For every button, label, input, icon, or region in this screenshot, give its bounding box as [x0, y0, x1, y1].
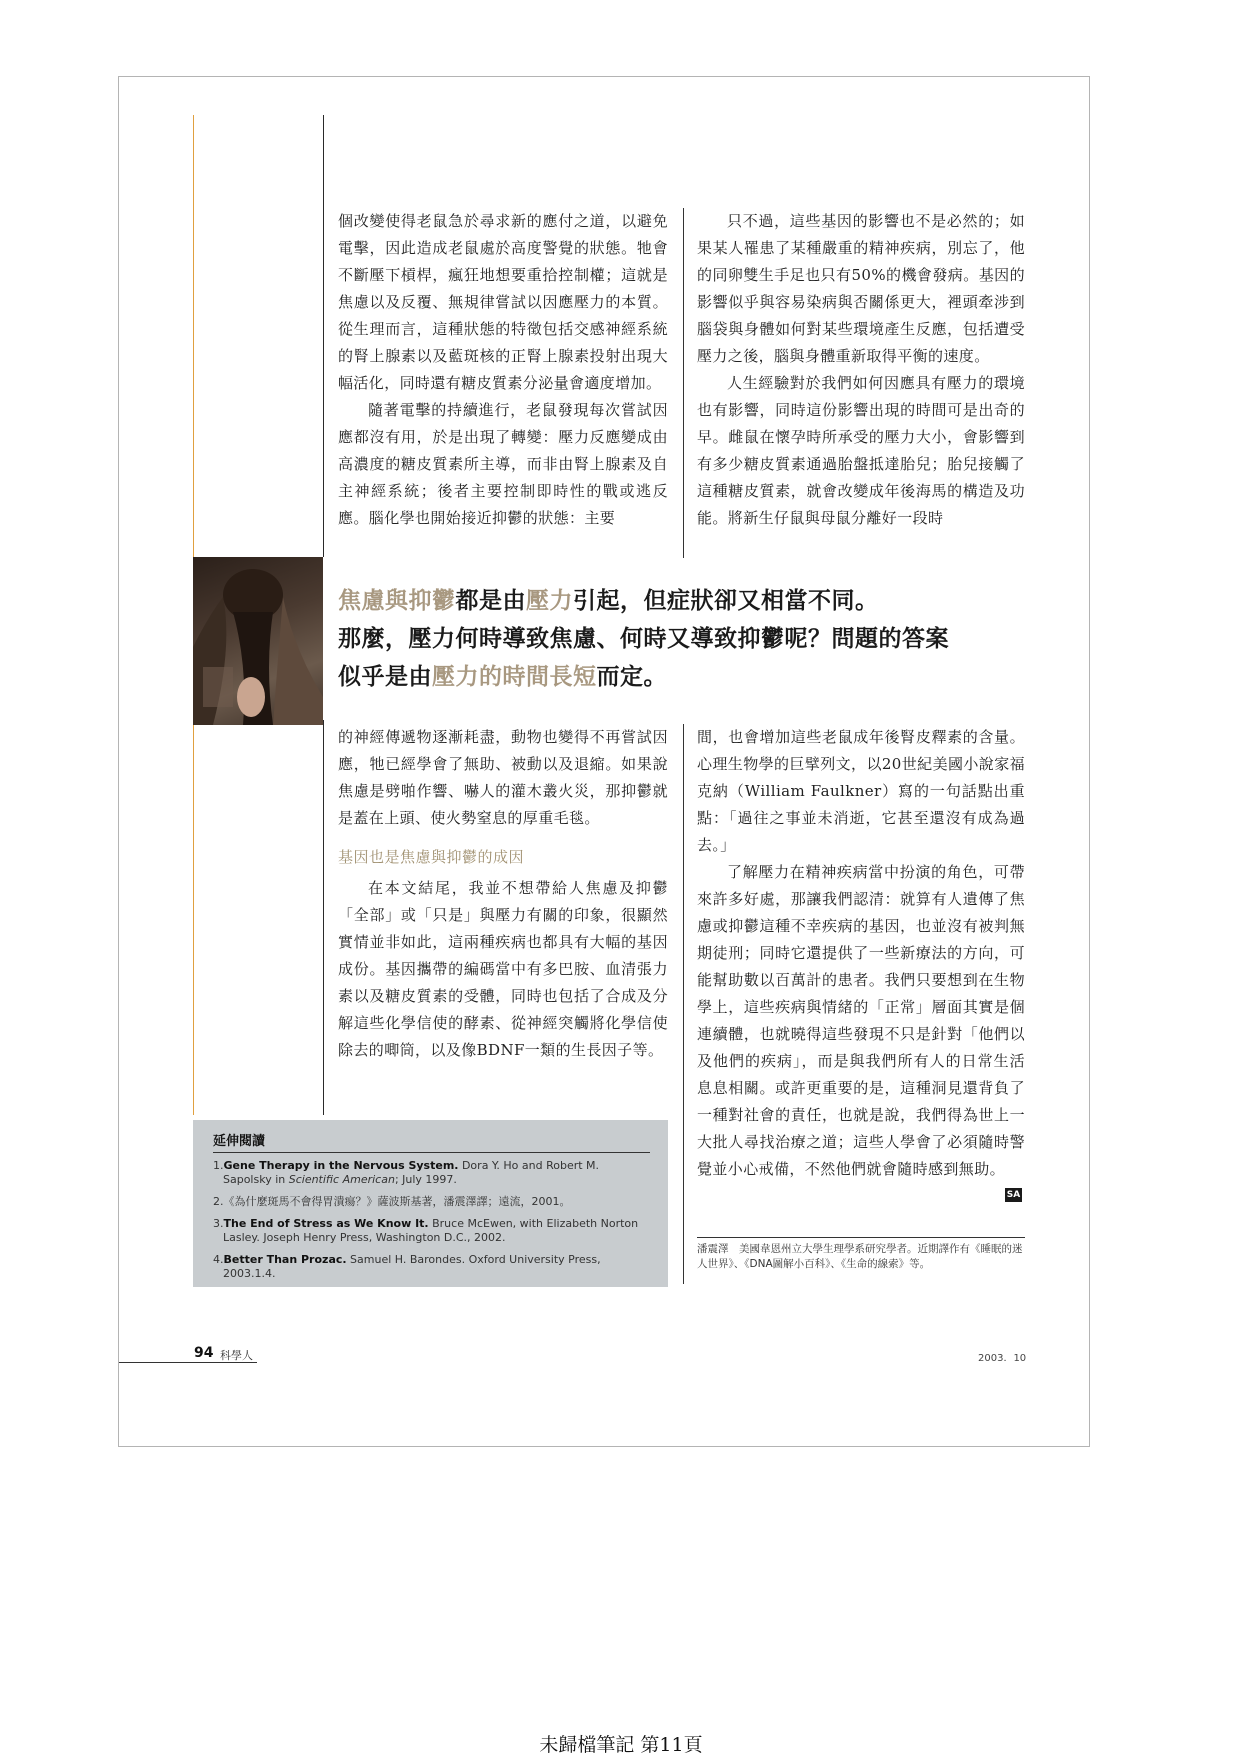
- article-photo: [193, 557, 323, 725]
- reference-title: Better Than Prozac.: [223, 1253, 347, 1266]
- quote-text: 而定。: [596, 664, 667, 690]
- further-reading-title: 延伸閱讀: [213, 1130, 650, 1153]
- highlight-text: 焦慮與抑鬱: [338, 588, 456, 614]
- column-divider: [683, 724, 684, 1284]
- reference-detail: Bruce McEwen, with Elizabeth Norton Lasley. Joseph Henry Press, Washington D.C., 2002.: [223, 1217, 639, 1244]
- column-rule: [323, 720, 324, 1115]
- reference-number: 3.: [213, 1217, 224, 1230]
- reference-title: The End of Stress as We Know It.: [223, 1217, 429, 1230]
- quote-text: 都是由: [455, 588, 526, 614]
- section-heading: 基因也是焦慮與抑鬱的成因: [338, 848, 525, 866]
- sa-end-mark: SA: [1006, 1190, 1021, 1200]
- highlight-text: 壓力: [526, 588, 573, 614]
- magazine-name: 科學人: [220, 1349, 253, 1362]
- paragraph: 只不過，這些基因的影響也不是必然的；如果某人罹患了某種嚴重的精神疾病，別忘了，他的同卵雙生手足也只有50%的機會發病。基因的影響似乎與容易染病與否關係更大，裡頭牽涉到腦袋與身體如何對某些環境產生反應，包括遭受壓力之後，腦與身體重新取得平衡的速度。: [697, 212, 1025, 365]
- quote-text: 似乎是由: [338, 664, 432, 690]
- reference-detail: 《為什麼斑馬不會得胃潰瘍？》薩波斯基著，潘震澤譯；遠流，2001。: [223, 1195, 571, 1208]
- paragraph: 的神經傳遞物逐漸耗盡，動物也變得不再嘗試因應，牠已經學會了無助、被動以及退縮。如果說焦慮是劈啪作響、嚇人的灌木叢火災，那抑鬱就是蓋在上頭、使火勢窒息的厚重毛毯。: [338, 728, 668, 827]
- reference-number: 1.: [213, 1159, 224, 1172]
- paragraph: 隨著電擊的持續進行，老鼠發現每次嘗試因應都沒有用，於是出現了轉變：壓力反應變成由高濃度的糖皮質素所主導，而非由腎上腺素及自主神經系統；後者主要控制即時性的戰或逃反應。腦化學也開始接近抑鬱的狀態：主要: [338, 401, 668, 527]
- pull-quote-line: 那麼，壓力何時導致焦慮、何時又導致抑鬱呢？問題的答案: [338, 626, 949, 652]
- article-column-bottom-left: [338, 724, 668, 1064]
- accent-line: [193, 115, 194, 557]
- reference-journal: Scientific American: [288, 1173, 395, 1186]
- issue-date: 2003．10: [978, 1353, 1027, 1364]
- highlight-text: 壓力的時間長短: [432, 664, 597, 690]
- quote-text: 引起，但症狀卻又相當不同。: [573, 588, 879, 614]
- reference-number: 2.: [213, 1195, 224, 1208]
- paragraph: 間，也會增加這些老鼠成年後腎皮釋素的含量。心理生物學的巨擘列文，以20世紀美國小說家福克納（William Faulkner）寫的一句話點出重點：「過往之事並未消逝，它甚至還沒有成為過去。」: [697, 728, 1025, 854]
- reference-item: [213, 1195, 650, 1209]
- reference-title: Gene Therapy in the Nervous System.: [223, 1159, 459, 1172]
- paragraph: 個改變使得老鼠急於尋求新的應付之道，以避免電擊，因此造成老鼠處於高度警覺的狀態。牠會不斷壓下槓桿，瘋狂地想要重拾控制權；這就是焦慮以及反覆、無規律嘗試以因應壓力的本質。從生理而言，這種狀態的特徵包括交感神經系統的腎上腺素以及藍斑核的正腎上腺素投射出現大幅活化，同時還有糖皮質素分泌量會適度增加。: [338, 212, 668, 392]
- article-column-bottom-right: [697, 724, 1025, 1183]
- pull-quote-line: [338, 582, 1058, 620]
- reference-number: 4.: [213, 1253, 224, 1266]
- paragraph: 了解壓力在精神疾病當中扮演的角色，可帶來許多好處，那讓我們認清：就算有人遺傳了焦慮或抑鬱這種不幸疾病的基因，也並沒有被判無期徒刑；同時它還提供了一些新療法的方向，可能幫助數以百萬計的患者。我們只要想到在生物學上，這些疾病與情緒的「正常」層面其實是個連續體，也就曉得這些發現不只是針對「他們以及他們的疾病」，而是與我們所有人的日常生活息息相關。或許更重要的是，這種洞見還背負了一種對社會的責任，也就是說，我們得為世上一大批人尋找治療之道；這些人學會了必須隨時警覺並小心戒備，不然他們就會隨時感到無助。: [697, 863, 1025, 1178]
- page-number: 94: [194, 1345, 214, 1361]
- column-rule: [323, 115, 324, 557]
- author-divider: [697, 1237, 1025, 1238]
- reference-detail: Samuel H. Barondes. Oxford University Press, 2003.1.4.: [223, 1253, 601, 1280]
- notebook-page-footer: 未歸檔筆記 第11頁: [539, 1734, 703, 1756]
- author-bio: 潘震澤 美國韋恩州立大學生理學系研究學者。近期譯作有《睡眠的迷人世界》、《DNA圖解小百科》、《生命的線索》等。: [697, 1243, 1023, 1270]
- reference-detail: Dora Y. Ho and Robert M. Sapolsky in: [223, 1159, 600, 1186]
- paragraph: 人生經驗對於我們如何因應具有壓力的環境也有影響，同時這份影響出現的時間可是出奇的早。雌鼠在懷孕時所承受的壓力大小，會影響到有多少糖皮質素通過胎盤抵達胎兒；胎兒接觸了這種糖皮質素，就會改變成年後海馬的構造及功能。將新生仔鼠與母鼠分離好一段時: [697, 374, 1025, 527]
- further-reading-box: [193, 1120, 668, 1287]
- paragraph: 在本文結尾，我並不想帶給人焦慮及抑鬱「全部」或「只是」與壓力有關的印象，很顯然實情並非如此，這兩種疾病也都具有大幅的基因成份。基因攜帶的編碼當中有多巴胺、血清張力素以及糖皮質素的受體，同時也包括了合成及分解這些化學信使的酵素、從神經突觸將化學信使除去的唧筒，以及像BDNF一類的生長因子等。: [338, 879, 668, 1059]
- article-column-top-right: [697, 208, 1025, 532]
- reference-item: [213, 1253, 650, 1281]
- article-column-top-left: [338, 208, 668, 532]
- accent-line: [193, 720, 194, 1115]
- pull-quote-line: [338, 658, 1058, 696]
- reference-item: [213, 1159, 650, 1187]
- reference-item: [213, 1217, 650, 1245]
- reference-detail: ; July 1997.: [394, 1173, 457, 1186]
- pull-quote: [338, 582, 1058, 696]
- column-divider: [683, 208, 684, 558]
